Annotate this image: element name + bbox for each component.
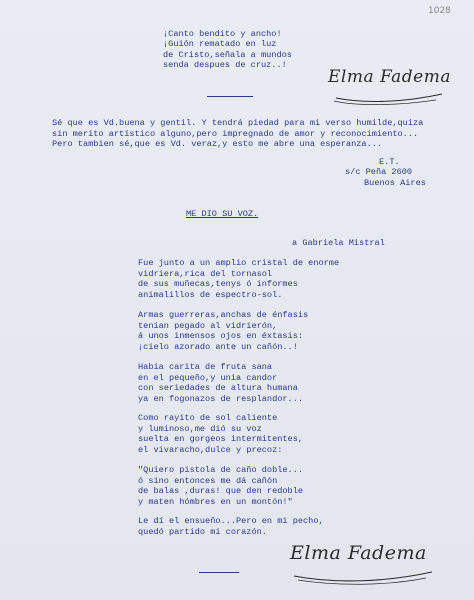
poem-line: tenian pegado al vidrierón, — [138, 321, 278, 331]
poem-line: con seriedades de altura humana — [138, 383, 298, 393]
letter-line: sin merito artístico alguno,pero impregnado de amor y reconocimiento... — [52, 129, 419, 139]
sender-city: Buenos Aires — [364, 178, 426, 188]
poem-line: en el pequeño,y unia candor — [138, 373, 278, 383]
signature-top-text: Elma Fadema — [328, 67, 451, 87]
opening-line: de Cristo,señala a mundos — [163, 50, 292, 60]
poem-line: suelta en gorgeos intermitentes, — [138, 434, 304, 444]
poem-line: ya en fogonazos de resplandor... — [138, 394, 304, 404]
poem-line: de balas ,duras! que den redoble — [138, 486, 304, 496]
poem-line: y maten hómbres en un montón!" — [138, 497, 293, 507]
poem-line: vidriera,rica del tornasol — [138, 269, 273, 279]
poem-line: el vivaracho,dulce y precoz: — [138, 445, 283, 455]
letter-line: Sé que es Vd.buena y gentil. Y tendrá piedad para mi verso humilde,quiza — [52, 118, 424, 128]
dedication: a Gabriela Mistral — [292, 238, 385, 248]
poem-title: ME DIO SU VOZ. — [186, 209, 259, 219]
poem-line: de sus muñecas,tenys ó informes — [138, 279, 298, 289]
letter-line: Pero tambien sé,que es Vd. veraz,y esto me abre una esperanza... — [52, 139, 383, 149]
signature-bottom — [286, 542, 436, 590]
opening-line: senda despues de cruz..! — [163, 60, 287, 70]
poem-line: Fue junto a un amplio cristal de enorme — [138, 258, 340, 268]
signature-flourish — [286, 542, 436, 590]
signature-flourish — [326, 70, 446, 110]
opening-line: ¡Canto bendito y ancho! — [163, 29, 282, 39]
divider-bottom — [199, 572, 239, 573]
poem-line: "Quiero pistola de caño doble... — [138, 465, 304, 475]
poem-line: quedó partido mi corazón. — [138, 527, 267, 537]
poem-line: animalillos de espectro-sol. — [138, 290, 283, 300]
poem-line: ó sino entonces me dá cañón — [138, 476, 278, 486]
opening-line: ¡Guión rematado en luz — [163, 39, 277, 49]
sender-address: s/c Peña 2600 — [345, 167, 413, 177]
poem-line: Como rayito de sol caliente — [138, 413, 278, 423]
signature-top — [326, 67, 451, 110]
poem-line: Habia carita de fruta sana — [138, 362, 273, 372]
poem-line: ¡cielo azorado ante un cañón..! — [138, 342, 298, 352]
sender-initials: E.T. — [379, 157, 400, 167]
poem-line: á unos inmensos ojos en éxtasis: — [138, 331, 304, 341]
archive-number: 1028 — [428, 6, 451, 16]
poem-line: y luminoso,me dió su voz — [138, 424, 262, 434]
divider-top — [207, 96, 253, 97]
signature-bottom-text: Elma Fadema — [290, 542, 427, 564]
poem-line: Le dí el ensueño...Pero en mi pecho, — [138, 516, 324, 526]
poem-line: Armas guerreras,anchas de énfasis — [138, 310, 309, 320]
